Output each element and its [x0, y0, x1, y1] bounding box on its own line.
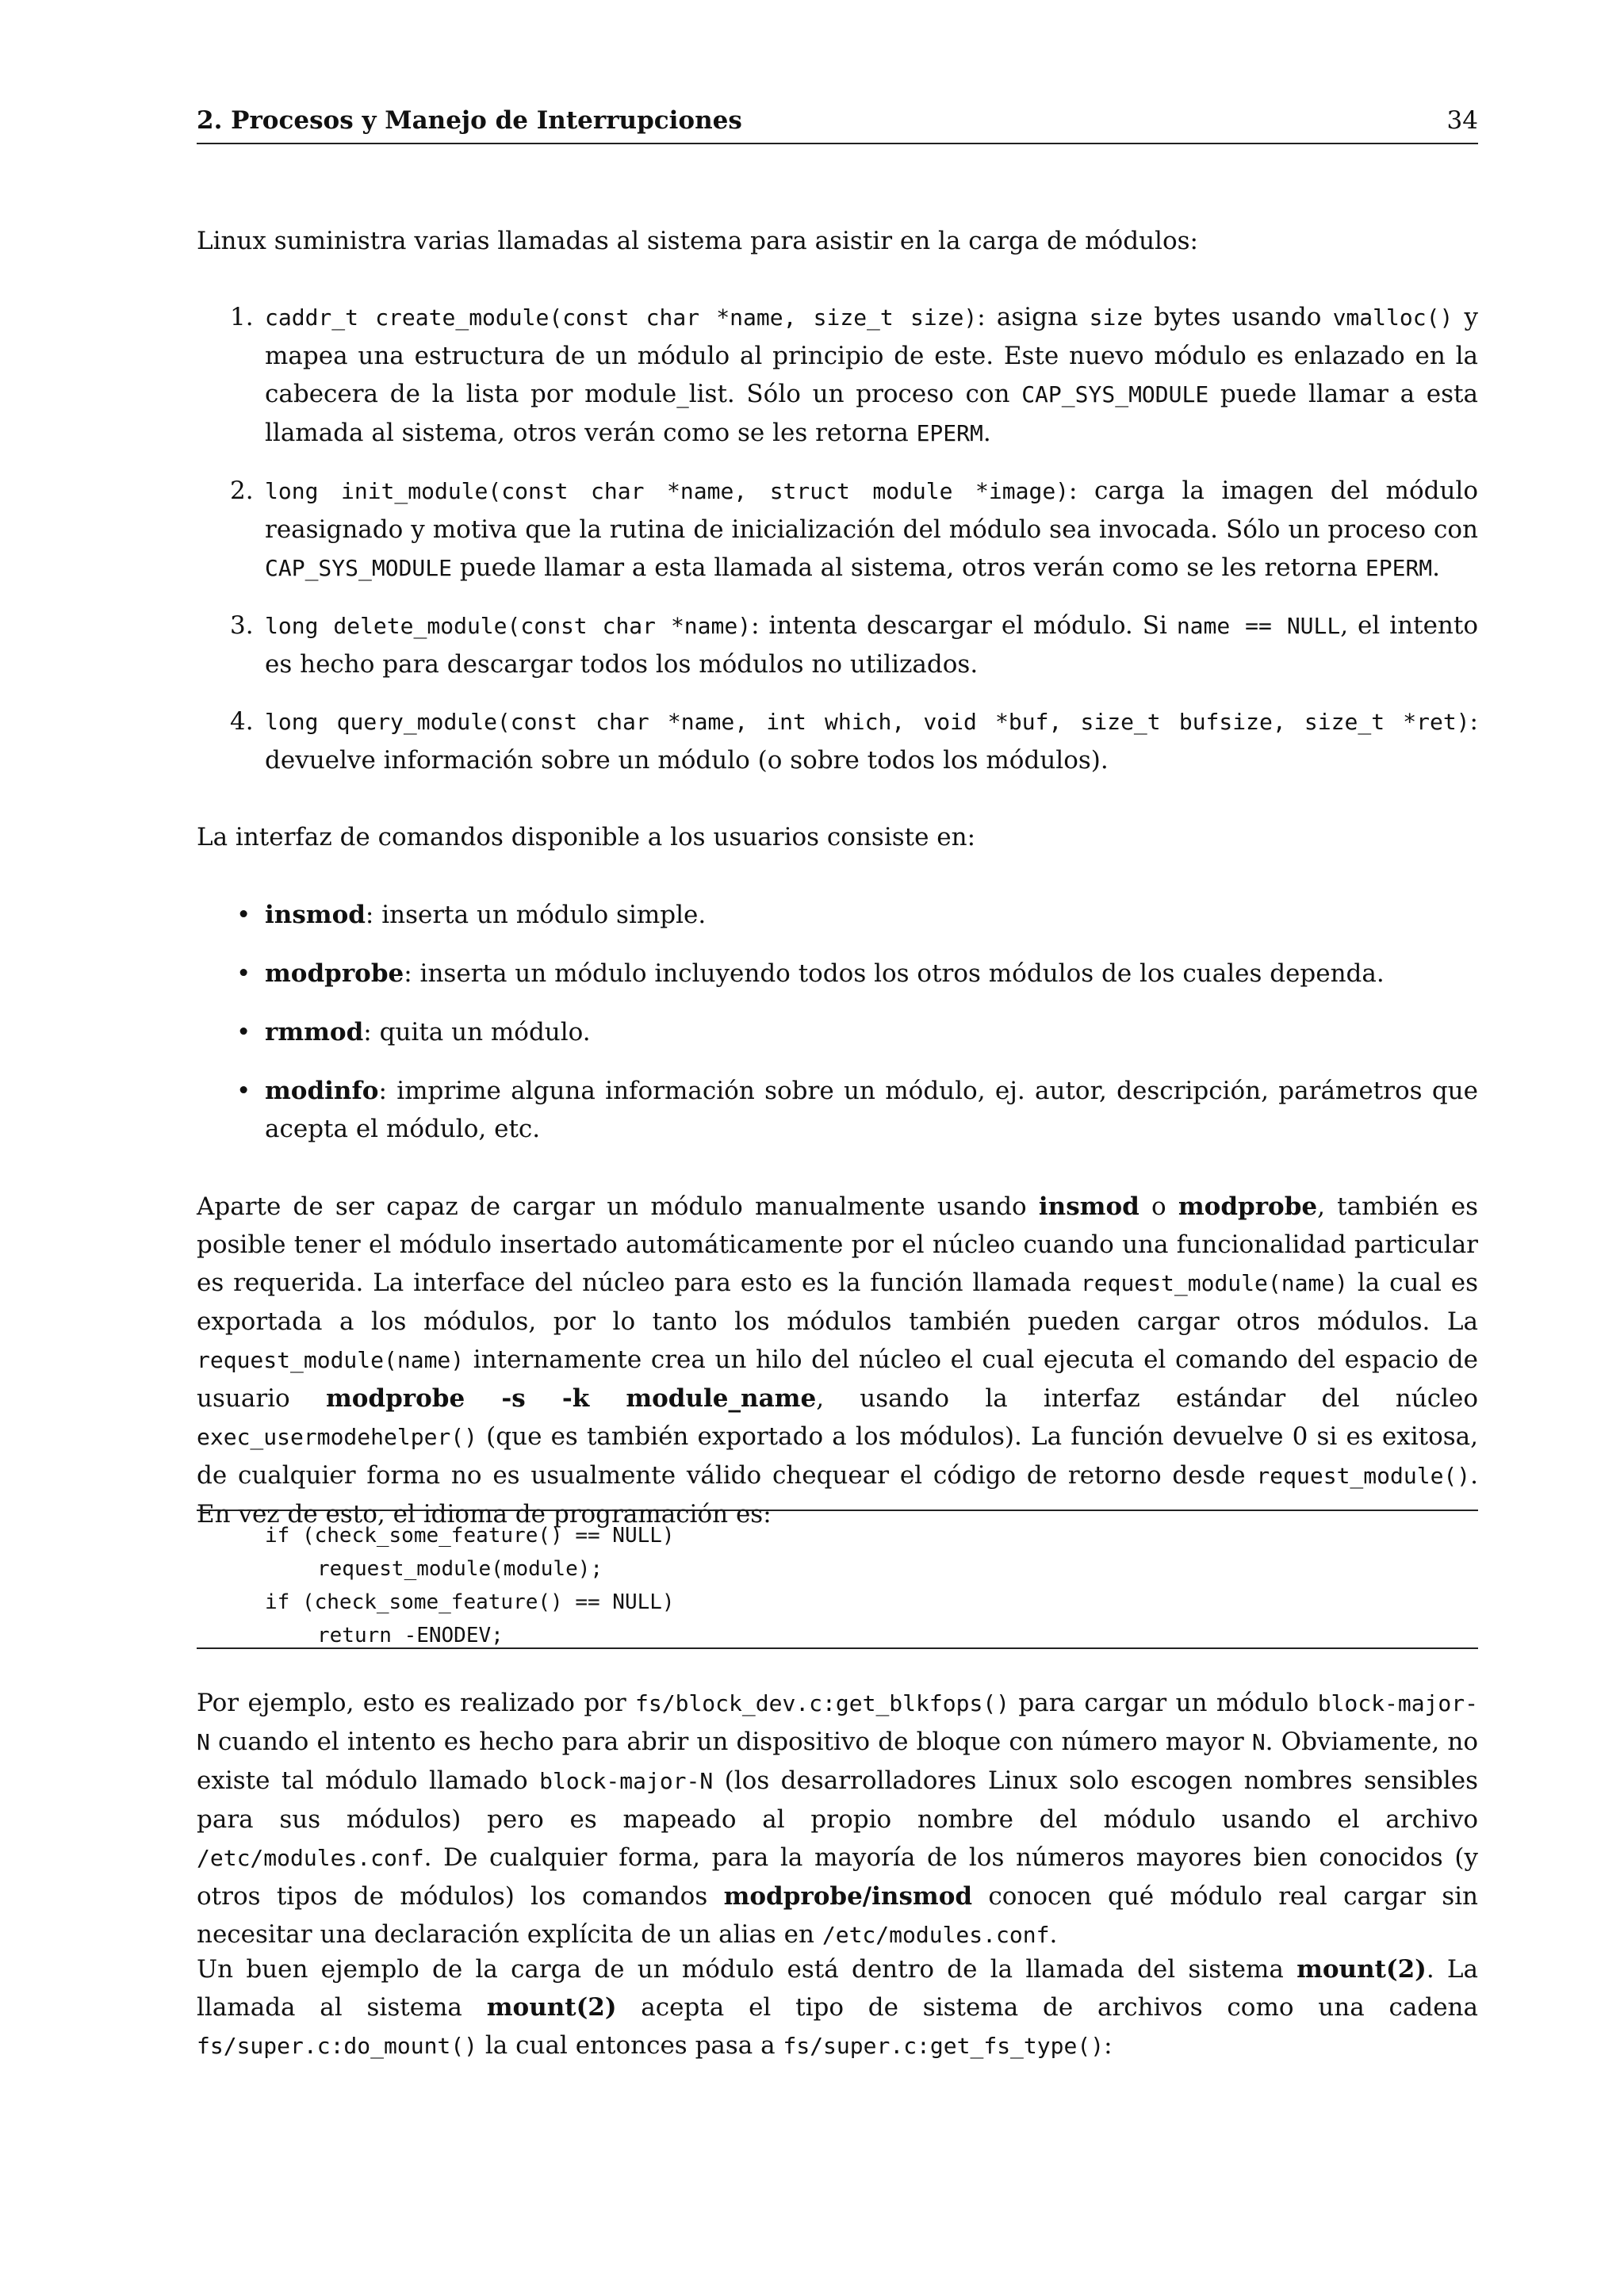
syscall-list — [197, 298, 1478, 779]
page-number: 34 — [1446, 106, 1478, 135]
code-line: if (check_some_feature() == NULL) — [265, 1590, 675, 1614]
list-item: 3. long delete_module(const char *name): intenta descargar el módulo. Si name == NULL, el intento es hecho para descargar todos los módulos no utilizados. — [230, 611, 1479, 679]
chapter-title: 2. Procesos y Manejo de Interrupciones — [197, 106, 742, 135]
list-item: • rmmod: quita un módulo. — [236, 1018, 591, 1047]
list-item: • modinfo: imprime alguna información sobre un módulo, ej. autor, descripción, parámetros que acepta el módulo, etc. — [236, 1077, 1478, 1143]
code-line: request_module(module); — [317, 1557, 603, 1581]
paragraph-mount: Un buen ejemplo de la carga de un módulo está dentro de la llamada del sistema mount(2). La llamada al sistema mount(2) acepta el tipo de sistema de archivos como una cadena fs/super.c:do_mount() la cual entonces pasa a fs/super.c:get_fs_type(): — [197, 1955, 1478, 2060]
running-header — [197, 106, 1478, 144]
list-item: • modprobe: inserta un módulo incluyendo todos los otros módulos de los cuales dependa. — [236, 959, 1385, 988]
list-item: 2. long init_module(const char *name, struct module *image): carga la imagen del módulo reasignado y motiva que la rutina de inicialización del módulo sea invocada. Sólo un proceso con CAP_SYS_MODULE puede llamar a esta llamada al sistema, otros verán como se les retorna EPERM. — [230, 476, 1478, 582]
code-listing — [197, 1510, 1478, 1649]
paragraph-example: Por ejemplo, esto es realizado por fs/block_dev.c:get_blkfops() para cargar un módulo block-major-N cuando el intento es hecho para abrir un dispositivo de bloque con número mayor N. Obviamente, no existe tal módulo llamado block-major-N (los desarrolladores Linux solo escogen nombres sensibles para sus módulos) pero es mapeado al propio nombre del módulo usando el archivo /etc/modules.conf. De cualquier forma, para la mayoría de los números mayores bien conocidos (y otros tipos de módulos) los comandos modprobe/insmod conocen qué módulo real cargar sin necesitar una declaración explícita de un alias en /etc/modules.conf. — [197, 1689, 1478, 1949]
commands-intro: La interfaz de comandos disponible a los usuarios consiste en: — [197, 823, 976, 851]
code-line: return -ENODEV; — [317, 1624, 504, 1647]
intro-paragraph: Linux suministra varias llamadas al sistema para asistir en la carga de módulos: — [197, 227, 1198, 255]
list-item: 1. caddr_t create_module(const char *name, size_t size): asigna size bytes usando vmalloc() y mapea una estructura de un módulo al principio de este. Este nuevo módulo es enlazado en la cabecera de la lista por module_list. Sólo un proceso con CAP_SYS_MODULE puede llamar a esta llamada al sistema, otros verán como se les retorna EPERM. — [230, 303, 1478, 447]
code-line: if (check_some_feature() == NULL) — [265, 1524, 675, 1548]
paragraph-autoload: Aparte de ser capaz de cargar un módulo manualmente usando insmod o modprobe, también es posible tener el módulo insertado automáticamente por el núcleo cuando una funcionalidad particular es requerida. La interface del núcleo para esto es la función llamada request_module(name) la cual es exportada a los módulos, por lo tanto los módulos también pueden cargar otros módulos. La request_module(name) internamente crea un hilo del núcleo el cual ejecuta el comando del espacio de usuario modprobe -s -k module_name, usando la interfaz estándar del núcleo exec_usermodehelper() (que es también exportado a los módulos). La función devuelve 0 si es exitosa, de cualquier forma no es usualmente válido chequear el código de retorno desde request_module(). En vez de esto, el idioma de programación es: — [197, 1192, 1479, 1529]
list-item: 4. long query_module(const char *name, int which, void *buf, size_t bufsize, size_t *ret): devuelve información sobre un módulo (o sobre todos los módulos). — [230, 707, 1478, 775]
list-item: • insmod: inserta un módulo simple. — [236, 901, 707, 929]
commands-list — [197, 896, 1478, 1148]
